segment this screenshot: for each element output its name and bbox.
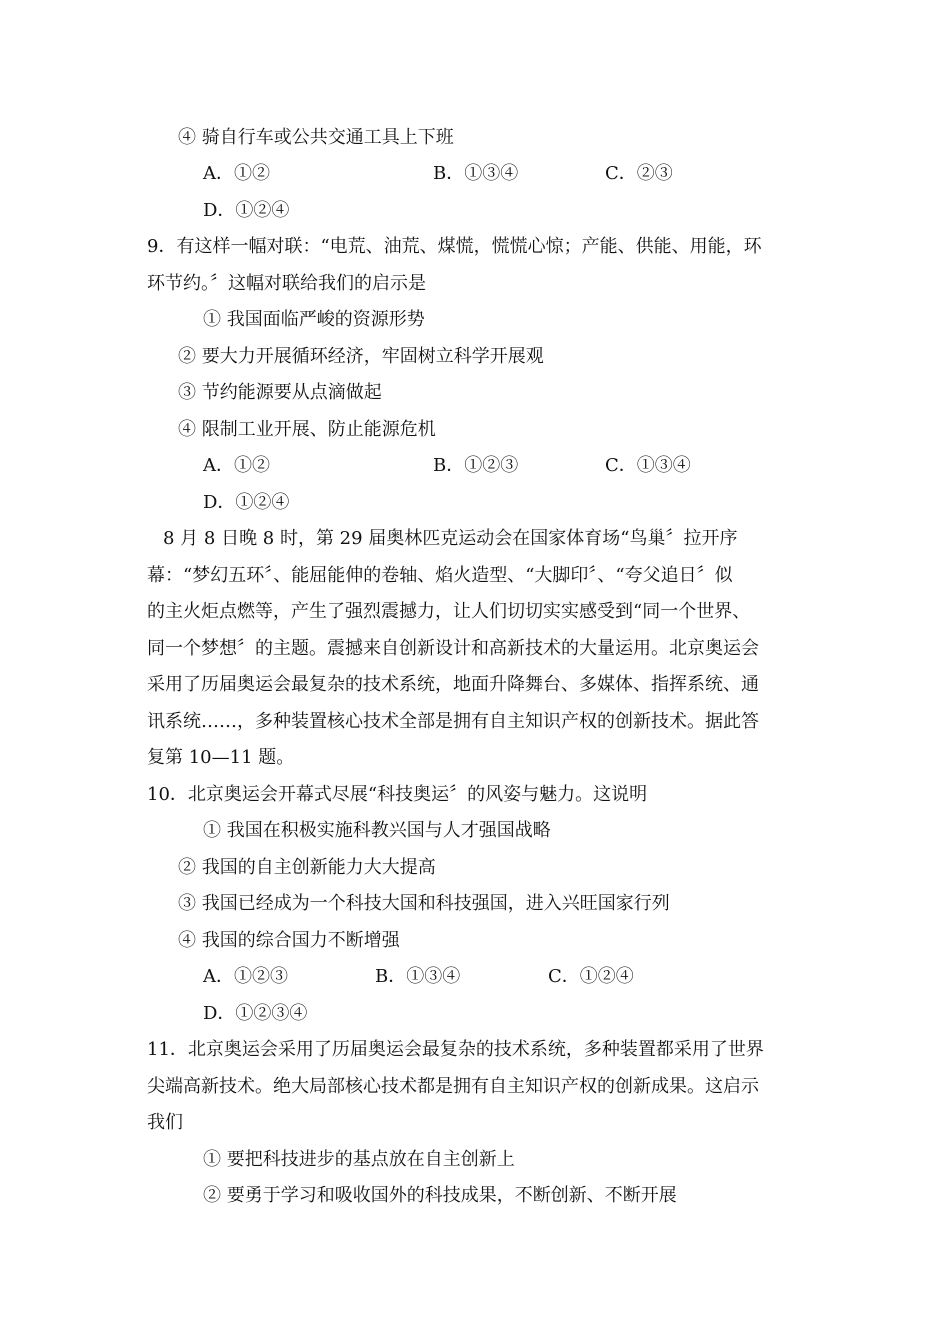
q9-item-1: ① 我国面临严峻的资源形势 <box>203 309 425 330</box>
q9-item-3: ③ 节约能源要从点滴做起 <box>178 382 382 403</box>
q10-item-2: ② 我国的自主创新能力大大提高 <box>178 857 436 878</box>
q8-option-a: A．①② <box>203 163 270 184</box>
q8-option-b: B．①③④ <box>433 163 519 184</box>
q10-item-1: ① 我国在积极实施科教兴国与人才强国战略 <box>203 820 551 841</box>
passage-line-2: 幕：“梦幻五环〞、能屈能伸的卷轴、焰火造型、“大脚印〞、“夸父追日〞似 <box>147 565 733 586</box>
q8-option-c: C．②③ <box>605 163 673 184</box>
q8-item-4: ④ 骑自行车或公共交通工具上下班 <box>178 127 454 148</box>
q9-item-2: ② 要大力开展循环经济，牢固树立科学开展观 <box>178 346 544 367</box>
passage-line-6: 讯系统……，多种装置核心技术全部是拥有自主知识产权的创新技术。据此答 <box>147 711 759 732</box>
passage-line-4: 同一个梦想〞的主题。震撼来自创新设计和高新技术的大量运用。北京奥运会 <box>147 638 759 659</box>
q9-option-c: C．①③④ <box>605 455 691 476</box>
passage-line-1: 8 月 8 日晚 8 时，第 29 届奥林匹克运动会在国家体育场“鸟巢〞拉开序 <box>163 528 738 549</box>
q10-option-a: A．①②③ <box>203 966 288 987</box>
q11-item-1: ① 要把科技进步的基点放在自主创新上 <box>203 1149 515 1170</box>
passage-line-7: 复第 10—11 题。 <box>147 747 295 768</box>
q11-stem-line-2: 尖端高新技术。绝大局部核心技术都是拥有自主知识产权的创新成果。这启示 <box>147 1076 759 1097</box>
q10-option-c: C．①②④ <box>548 966 634 987</box>
q9-option-d: D．①②④ <box>203 492 290 513</box>
q11-stem-line-1: 11．北京奥运会采用了历届奥运会最复杂的技术系统，多种装置都采用了世界 <box>147 1039 764 1060</box>
q9-option-a: A．①② <box>203 455 270 476</box>
q11-stem-line-3: 我们 <box>147 1112 183 1133</box>
q10-option-d: D．①②③④ <box>203 1003 308 1024</box>
passage-line-3: 的主火炬点燃等，产生了强烈震撼力，让人们切切实实感受到“同一个世界、 <box>147 601 751 622</box>
q10-stem: 10．北京奥运会开幕式尽展“科技奥运〞的风姿与魅力。这说明 <box>147 784 648 805</box>
q10-item-4: ④ 我国的综合国力不断增强 <box>178 930 400 951</box>
q10-option-b: B．①③④ <box>375 966 461 987</box>
q10-item-3: ③ 我国已经成为一个科技大国和科技强国，进入兴旺国家行列 <box>178 893 670 914</box>
q8-option-d: D．①②④ <box>203 200 290 221</box>
q9-stem-line-1: 9．有这样一幅对联：“电荒、油荒、煤慌，慌慌心惊；产能、供能、用能，环 <box>147 236 762 257</box>
q9-option-b: B．①②③ <box>433 455 519 476</box>
q11-item-2: ② 要勇于学习和吸收国外的科技成果，不断创新、不断开展 <box>203 1185 677 1206</box>
passage-line-5: 采用了历届奥运会最复杂的技术系统，地面升降舞台、多媒体、指挥系统、通 <box>147 674 759 695</box>
q9-stem-line-2: 环节约。〞这幅对联给我们的启示是 <box>147 273 426 294</box>
q9-item-4: ④ 限制工业开展、防止能源危机 <box>178 419 436 440</box>
